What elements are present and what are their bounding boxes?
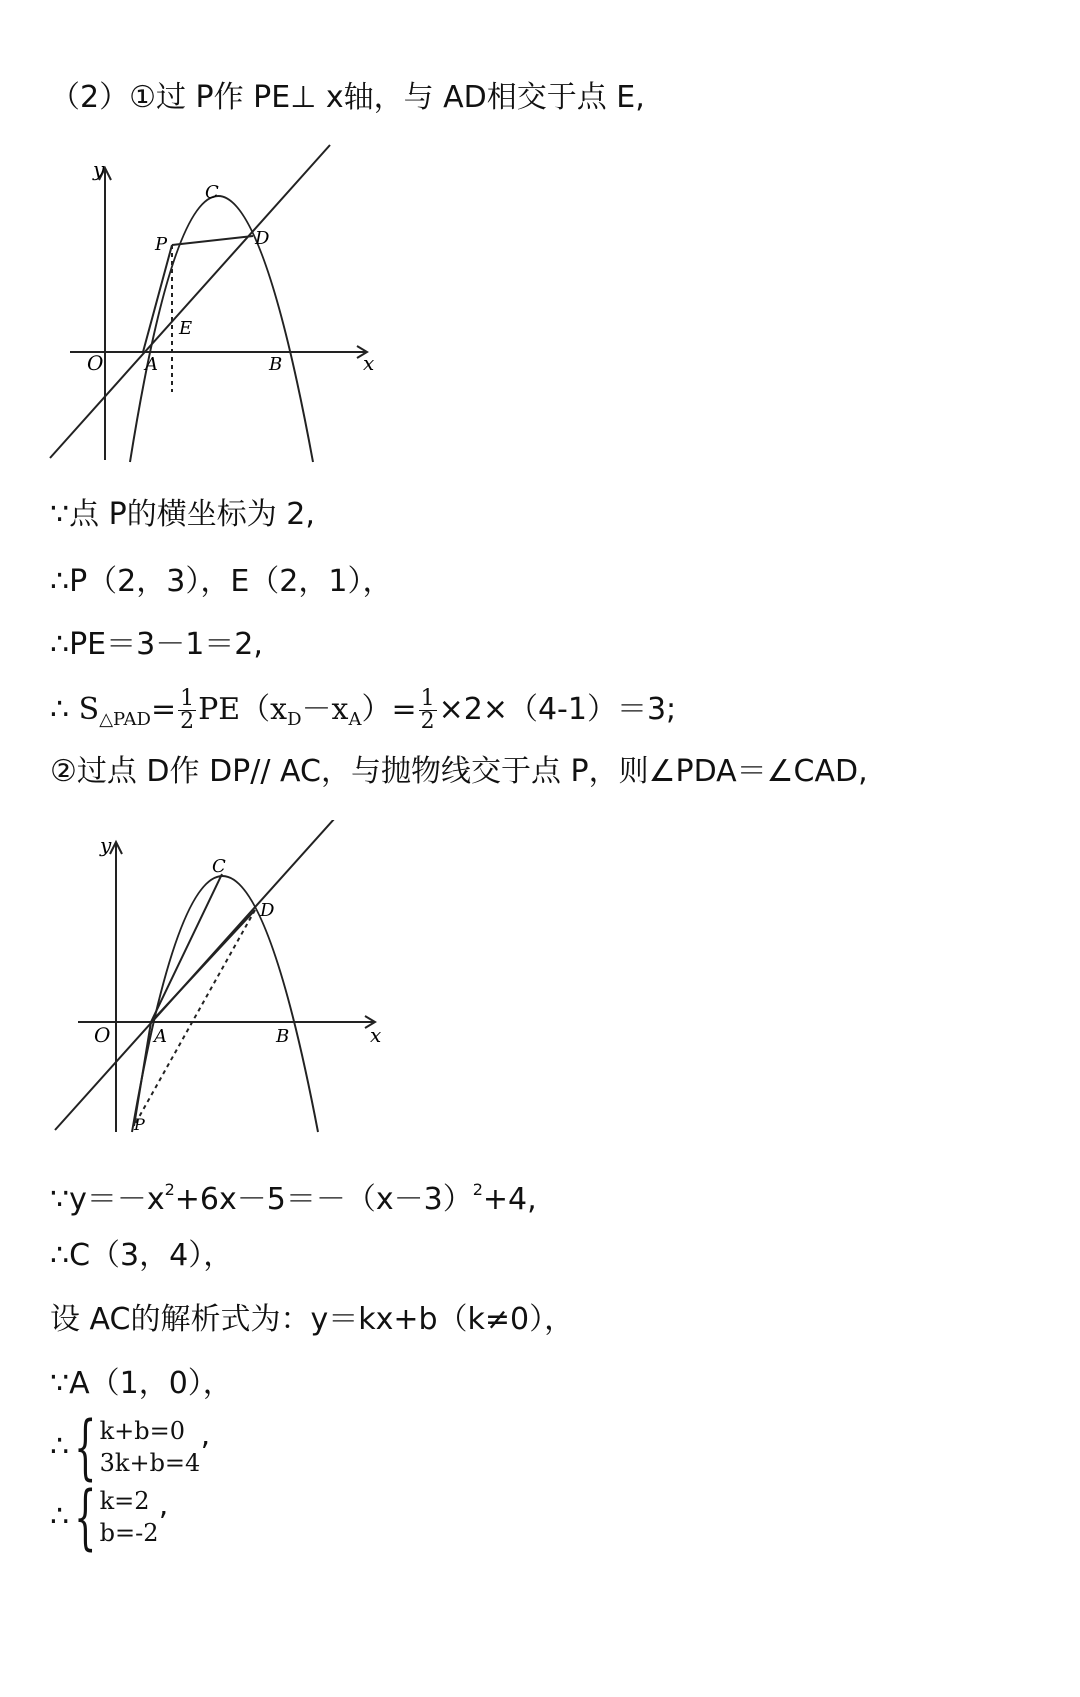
system-suffix: ’ xyxy=(158,1506,169,1541)
fraction-half-2 xyxy=(419,688,437,733)
segment-PA xyxy=(143,245,172,352)
fraction-numerator: 1 xyxy=(420,686,435,711)
text-line-5 xyxy=(50,688,676,740)
label-D: D xyxy=(260,900,275,921)
therefore-symbol: ∴ xyxy=(50,1429,70,1464)
label-B: B xyxy=(269,354,283,375)
therefore-symbol: ∴ xyxy=(50,1499,70,1534)
fraction-denominator: 2 xyxy=(420,709,435,734)
fraction-denominator: 2 xyxy=(180,709,195,734)
text-line-4: ∴PE＝3－1＝2, xyxy=(50,627,263,662)
label-B: B xyxy=(276,1026,290,1047)
equation-system-2 xyxy=(50,1476,169,1558)
equation-part-1: ∵y＝－x xyxy=(50,1182,165,1217)
subscript-A: A xyxy=(348,709,362,730)
pe-expression: PE（x xyxy=(198,692,288,727)
label-O: O xyxy=(87,351,104,375)
label-O: O xyxy=(94,1023,111,1047)
superscript-2: 2 xyxy=(164,1180,175,1199)
system-rows xyxy=(100,1415,201,1479)
label-A: A xyxy=(145,354,158,375)
segment-AP xyxy=(134,1022,151,1126)
equation-part-3: +4, xyxy=(482,1182,537,1217)
figure-1 xyxy=(45,140,385,470)
text-line-8: ∴C（3，4）， xyxy=(50,1238,234,1273)
label-D: D xyxy=(255,228,270,249)
text-line-9: 设 AC的解析式为：y＝kx+b（k≠0）， xyxy=(50,1302,575,1337)
label-x: x xyxy=(370,1023,382,1047)
therefore-symbol: ∴ xyxy=(50,692,70,727)
area-symbol: S xyxy=(78,692,100,727)
equals-sign: = xyxy=(150,692,177,727)
system-rows xyxy=(100,1485,159,1549)
equation-part-2: +6x－5＝－（x－3） xyxy=(174,1182,473,1217)
area-result: ×2×（4-1）＝3; xyxy=(438,692,677,727)
segment-AC xyxy=(151,874,222,1022)
superscript-2: 2 xyxy=(472,1180,483,1199)
text-line-10: ∵A（1，0）， xyxy=(50,1366,233,1401)
fraction-numerator: 1 xyxy=(180,686,195,711)
label-P: P xyxy=(155,234,168,255)
label-y: y xyxy=(93,157,105,181)
segment-AD xyxy=(151,910,255,1022)
text-line-1: （2）①过 P作 PE⊥ x轴，与 AD相交于点 E, xyxy=(50,80,645,115)
text-line-6: ②过点 D作 DP// AC，与抛物线交于点 P，则∠PDA＝∠CAD, xyxy=(50,754,868,789)
label-x: x xyxy=(363,351,375,375)
label-y: y xyxy=(100,833,112,857)
minus-x: －x xyxy=(301,692,349,727)
system-row-1: k=2 xyxy=(99,1487,150,1515)
system-row-2: b=-2 xyxy=(99,1519,159,1547)
area-subscript: △PAD xyxy=(99,709,151,730)
text-line-11 xyxy=(50,1406,210,1488)
close-paren-equals: ）= xyxy=(361,692,417,727)
label-P: P xyxy=(134,1115,145,1134)
label-E: E xyxy=(179,318,193,339)
label-C: C xyxy=(212,856,226,877)
text-line-12 xyxy=(50,1476,169,1558)
system-suffix: ’ xyxy=(200,1436,210,1471)
text-line-2: ∵点 P的横坐标为 2, xyxy=(50,497,315,532)
left-brace: { xyxy=(74,1476,97,1558)
subscript-D: D xyxy=(287,709,302,730)
left-brace: { xyxy=(74,1406,97,1488)
line-AD xyxy=(50,145,330,458)
figure-2 xyxy=(50,820,390,1140)
label-A: A xyxy=(154,1026,167,1047)
system-row-2: 3k+b=4 xyxy=(99,1449,201,1477)
text-line-3: ∴P（2，3），E（2，1）， xyxy=(50,564,393,599)
text-line-7 xyxy=(50,1170,537,1220)
fraction-half-1 xyxy=(178,688,196,733)
label-C: C xyxy=(205,182,219,203)
system-row-1: k+b=0 xyxy=(99,1417,186,1445)
equation-system-1 xyxy=(50,1406,210,1488)
